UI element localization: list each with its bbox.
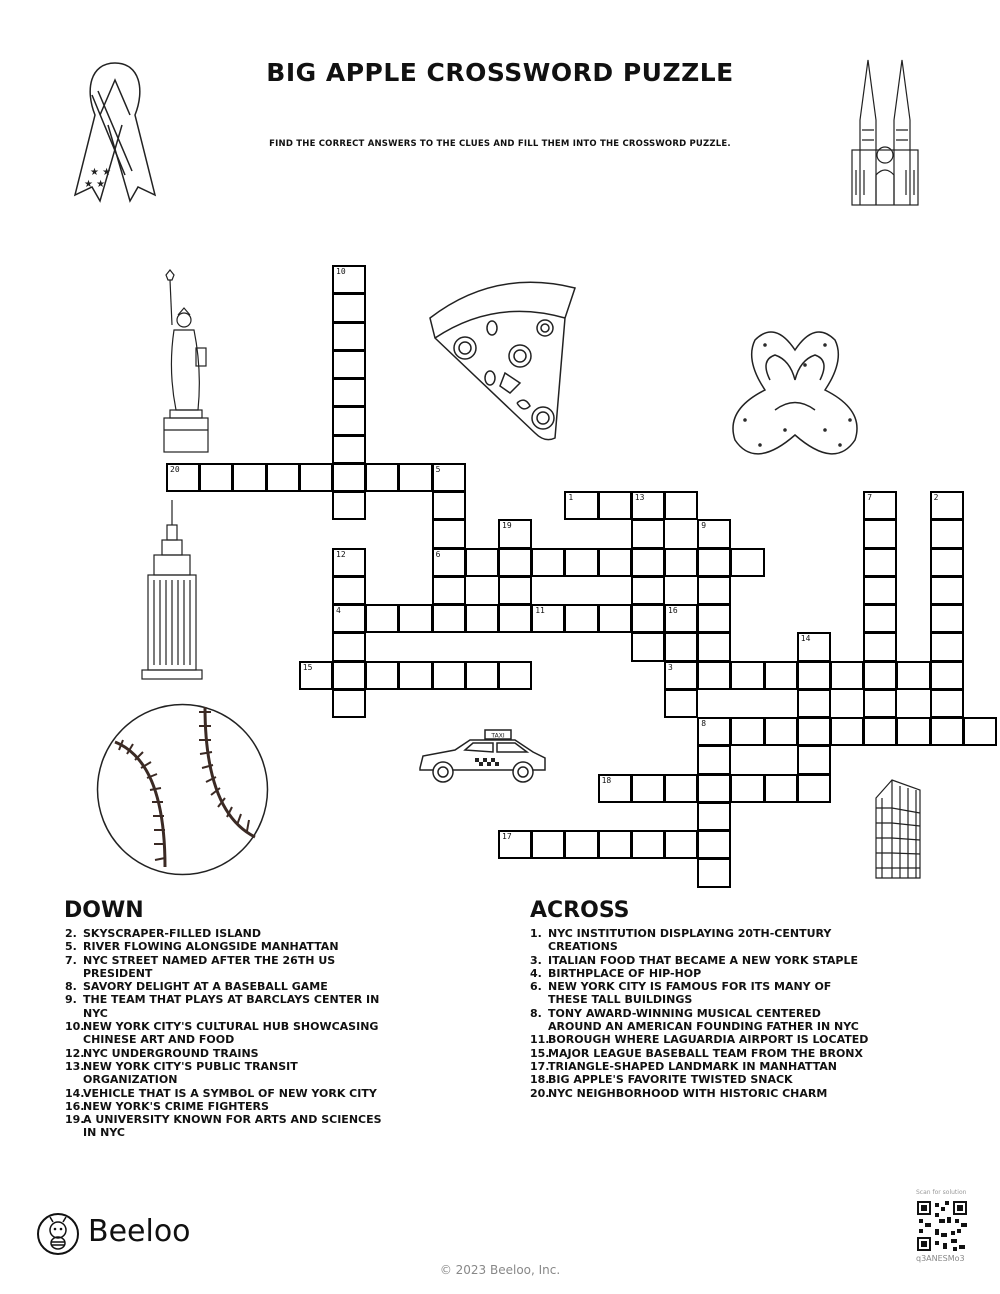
crossword-cell[interactable]: [863, 576, 897, 605]
crossword-cell[interactable]: [498, 519, 532, 548]
crossword-cell[interactable]: [697, 661, 731, 690]
crossword-cell[interactable]: [432, 491, 466, 520]
svg-text:★ ★: ★ ★: [84, 179, 106, 190]
crossword-cell[interactable]: [697, 519, 731, 548]
crossword-cell[interactable]: [797, 717, 831, 746]
scan-label: Scan for solution: [916, 1189, 967, 1196]
crossword-cell[interactable]: [365, 661, 399, 690]
crossword-cell[interactable]: [398, 661, 432, 690]
crossword-cell[interactable]: [631, 830, 665, 859]
across-clue: 3. ITALIAN FOOD THAT BECAME A NEW YORK STAPLE: [530, 953, 859, 967]
clue-number: 8: [701, 719, 707, 728]
crossword-cell[interactable]: [564, 604, 598, 633]
clue-number: 6: [435, 549, 441, 559]
crossword-cell[interactable]: [432, 463, 466, 492]
clue-number: 1: [568, 493, 574, 502]
crossword-cell[interactable]: [697, 717, 731, 746]
crossword-cell[interactable]: [332, 322, 366, 351]
crossword-cell[interactable]: [797, 661, 831, 690]
crossword-cell[interactable]: [365, 604, 399, 633]
svg-text:★ ★: ★ ★: [90, 167, 112, 178]
crossword-cell[interactable]: [797, 774, 831, 803]
crossword-cell[interactable]: [564, 830, 598, 859]
crossword-cell[interactable]: [332, 293, 366, 322]
crossword-cell[interactable]: [930, 717, 964, 746]
crossword-cell[interactable]: [564, 491, 598, 520]
crossword-cell[interactable]: [797, 632, 831, 661]
crossword-cell[interactable]: [896, 661, 930, 690]
crossword-cell[interactable]: [598, 604, 632, 633]
crossword-cell[interactable]: [664, 830, 698, 859]
down-clue: 5. RIVER FLOWING ALONGSIDE MANHATTAN: [65, 940, 339, 954]
clue-number: 17: [502, 832, 512, 841]
clue-number: 10: [336, 267, 346, 276]
down-clues-list: [65, 927, 385, 1140]
crossword-cell[interactable]: [863, 689, 897, 718]
down-clue: 8. SAVORY DELIGHT AT A BASEBALL GAME: [65, 980, 328, 994]
crossword-cell[interactable]: [398, 463, 432, 492]
page-title: BIG APPLE CROSSWORD PUZZLE: [266, 58, 734, 87]
clue-number: 11: [535, 606, 545, 615]
clue-number: 14: [800, 634, 811, 644]
crossword-cell[interactable]: [465, 604, 499, 633]
crossword-cell[interactable]: [664, 632, 698, 661]
crossword-cell[interactable]: [432, 661, 466, 690]
crossword-cell[interactable]: [432, 604, 466, 633]
crossword-cell[interactable]: [697, 830, 731, 859]
crossword-cell[interactable]: [465, 661, 499, 690]
brand-name: Beeloo: [88, 1214, 191, 1249]
crossword-cell[interactable]: [797, 745, 831, 774]
crossword-cell[interactable]: [631, 576, 665, 605]
down-clue: 16.NEW YORK'S CRIME FIGHTERS: [65, 1099, 269, 1113]
crossword-cell[interactable]: [830, 661, 864, 690]
crossword-cell[interactable]: [332, 406, 366, 435]
down-clue: 12.NYC UNDERGROUND TRAINS: [65, 1046, 259, 1060]
across-heading: ACROSS: [530, 898, 630, 923]
crossword-cell[interactable]: [930, 604, 964, 633]
crossword-cell[interactable]: [697, 576, 731, 605]
crossword-cell[interactable]: [631, 774, 665, 803]
crossword-cell[interactable]: [863, 632, 897, 661]
across-clue: 20.NYC NEIGHBORHOOD WITH HISTORIC CHARM: [530, 1086, 828, 1100]
crossword-cell[interactable]: [863, 661, 897, 690]
crossword-cell[interactable]: [930, 548, 964, 577]
crossword-cell[interactable]: [531, 604, 565, 633]
crossword-cell[interactable]: [332, 463, 366, 492]
crossword-cell[interactable]: [199, 463, 233, 492]
clue-number: 5: [435, 464, 441, 474]
clue-number: 15: [302, 662, 313, 672]
crossword-cell[interactable]: [432, 519, 466, 548]
crossword-cell[interactable]: [498, 548, 532, 577]
crossword-cell[interactable]: [432, 576, 466, 605]
crossword-cell[interactable]: [332, 632, 366, 661]
crossword-cell[interactable]: [664, 661, 698, 690]
crossword-cell[interactable]: [166, 463, 200, 492]
crossword-cell[interactable]: [863, 491, 897, 520]
crossword-cell[interactable]: [398, 604, 432, 633]
crossword-cell[interactable]: [598, 774, 632, 803]
down-heading: DOWN: [64, 898, 144, 923]
crossword-cell[interactable]: [764, 661, 798, 690]
crossword-cell[interactable]: [332, 689, 366, 718]
clue-number: 9: [701, 521, 707, 531]
crossword-cell[interactable]: [664, 548, 698, 577]
crossword-cell[interactable]: [498, 830, 532, 859]
down-clue: 13.NEW YORK CITY'S PUBLIC TRANSIT ORGANIZATION: [65, 1059, 298, 1087]
taxi-sign: TAXI: [491, 732, 505, 740]
qr-code-icon[interactable]: [917, 1201, 967, 1251]
crossword-cell[interactable]: [332, 265, 366, 294]
clue-number: 13: [634, 493, 645, 502]
crossword-cell[interactable]: [697, 774, 731, 803]
clue-number: 3: [668, 662, 673, 672]
across-clue: 1. NYC INSTITUTION DISPLAYING 20TH-CENTURY CREATIONS: [530, 927, 832, 954]
clue-number: 4: [336, 606, 341, 615]
crossword-cell[interactable]: [432, 548, 466, 577]
clue-number: 7: [867, 493, 873, 502]
crossword-cell[interactable]: [598, 491, 632, 520]
across-clue: 8. TONY AWARD-WINNING MUSICAL CENTERED AROUND AN AMERICAN FOUNDING FATHER IN NYC: [530, 1006, 859, 1034]
crossword-cell[interactable]: [564, 548, 598, 577]
crossword-cell[interactable]: [863, 548, 897, 577]
crossword-cell[interactable]: [332, 661, 366, 690]
clue-number: 2: [933, 493, 939, 502]
bee-logo-icon: [36, 1212, 80, 1256]
clue-number: 16: [668, 606, 678, 615]
crossword-cell[interactable]: [896, 717, 930, 746]
crossword-cell[interactable]: [697, 604, 731, 633]
crossword-cell[interactable]: [332, 350, 366, 379]
crossword-cell[interactable]: [299, 661, 333, 690]
down-clue: 7. NYC STREET NAMED AFTER THE 26TH US PRESIDENT: [65, 953, 336, 980]
crossword-cell[interactable]: [332, 435, 366, 464]
crossword-cell[interactable]: [697, 548, 731, 577]
crossword-cell[interactable]: [498, 661, 532, 690]
crossword-cell[interactable]: [863, 519, 897, 548]
clue-number: 18: [601, 775, 612, 785]
down-clue: 2. SKYSCRAPER-FILLED ISLAND: [65, 927, 261, 940]
down-clue: 19.A UNIVERSITY KNOWN FOR ARTS AND SCIENCES IN NYC: [65, 1113, 382, 1140]
crossword-cell[interactable]: [365, 463, 399, 492]
across-clue: 6. NEW YORK CITY IS FAMOUS FOR ITS MANY OF THESE TALL BUILDINGS: [530, 980, 832, 1007]
crossword-cell[interactable]: [664, 604, 698, 633]
crossword-cell[interactable]: [332, 604, 366, 633]
crossword-cell[interactable]: [930, 491, 964, 520]
clue-number: 12: [336, 549, 346, 559]
crossword-cell[interactable]: [299, 463, 333, 492]
crossword-cell[interactable]: [830, 717, 864, 746]
crossword-cell[interactable]: [930, 576, 964, 605]
crossword-cell[interactable]: [930, 519, 964, 548]
crossword-cell[interactable]: [664, 774, 698, 803]
crossword-cell[interactable]: [631, 519, 665, 548]
crossword-cell[interactable]: [963, 717, 997, 746]
down-clue: 9. THE TEAM THAT PLAYS AT BARCLAYS CENTER IN NYC: [65, 993, 380, 1020]
crossword-cell[interactable]: [697, 745, 731, 774]
across-clue: 15.MAJOR LEAGUE BASEBALL TEAM FROM THE BRONX: [530, 1046, 863, 1060]
crossword-cell[interactable]: [930, 632, 964, 661]
crossword-cell[interactable]: [465, 548, 499, 577]
crossword-cell[interactable]: [697, 632, 731, 661]
crossword-cell[interactable]: [730, 717, 764, 746]
crossword-cell[interactable]: [764, 774, 798, 803]
down-clue: 14.VEHICLE THAT IS A SYMBOL OF NEW YORK CITY: [65, 1086, 377, 1100]
crossword-cell[interactable]: [863, 717, 897, 746]
crossword-cell[interactable]: [797, 689, 831, 718]
crossword-cell[interactable]: [332, 378, 366, 407]
crossword-cell[interactable]: [863, 604, 897, 633]
instructions: FIND THE CORRECT ANSWERS TO THE CLUES AND FILL THEM INTO THE CROSSWORD PUZZLE.: [269, 139, 731, 149]
crossword-cell[interactable]: [598, 830, 632, 859]
crossword-cell[interactable]: [332, 576, 366, 605]
crossword-cell[interactable]: [498, 604, 532, 633]
crossword-cell[interactable]: [531, 830, 565, 859]
across-clue: 4. BIRTHPLACE OF HIP-HOP: [530, 966, 702, 980]
crossword-cell[interactable]: [930, 661, 964, 690]
across-clue: 11.BOROUGH WHERE LAGUARDIA AIRPORT IS LOCATED: [530, 1033, 869, 1047]
crossword-cell[interactable]: [764, 717, 798, 746]
crossword-cell[interactable]: [730, 548, 764, 577]
brand-logo: [36, 1212, 206, 1256]
copyright: © 2023 Beeloo, Inc.: [439, 1263, 561, 1277]
crossword-cell[interactable]: [697, 858, 731, 887]
crossword-cell[interactable]: [531, 548, 565, 577]
clue-number: 19: [502, 521, 512, 531]
crossword-cell[interactable]: [266, 463, 300, 492]
crossword-cell[interactable]: [631, 604, 665, 633]
crossword-cell[interactable]: [598, 548, 632, 577]
crossword-cell[interactable]: [631, 548, 665, 577]
crossword-cell[interactable]: [232, 463, 266, 492]
crossword-cell[interactable]: [631, 632, 665, 661]
crossword-cell[interactable]: [332, 548, 366, 577]
clue-number: 20: [170, 464, 180, 474]
crossword-cell[interactable]: [930, 689, 964, 718]
qr-code-label: q3ANESMo3: [916, 1254, 965, 1263]
crossword-cell[interactable]: [332, 491, 366, 520]
down-clue: 10.NEW YORK CITY'S CULTURAL HUB SHOWCASING CHINESE ART AND FOOD: [65, 1020, 379, 1047]
crossword-cell[interactable]: [730, 774, 764, 803]
across-clues-list: [530, 927, 870, 1100]
crossword-cell[interactable]: [664, 491, 698, 520]
crossword-cell[interactable]: [697, 802, 731, 831]
crossword-cell[interactable]: [664, 689, 698, 718]
crossword-cell[interactable]: [730, 661, 764, 690]
across-clue: 18.BIG APPLE'S FAVORITE TWISTED SNACK: [530, 1073, 793, 1087]
crossword-cell[interactable]: [498, 576, 532, 605]
across-clue: 17.TRIANGLE-SHAPED LANDMARK IN MANHATTAN: [530, 1059, 838, 1073]
crossword-cell[interactable]: [631, 491, 665, 520]
